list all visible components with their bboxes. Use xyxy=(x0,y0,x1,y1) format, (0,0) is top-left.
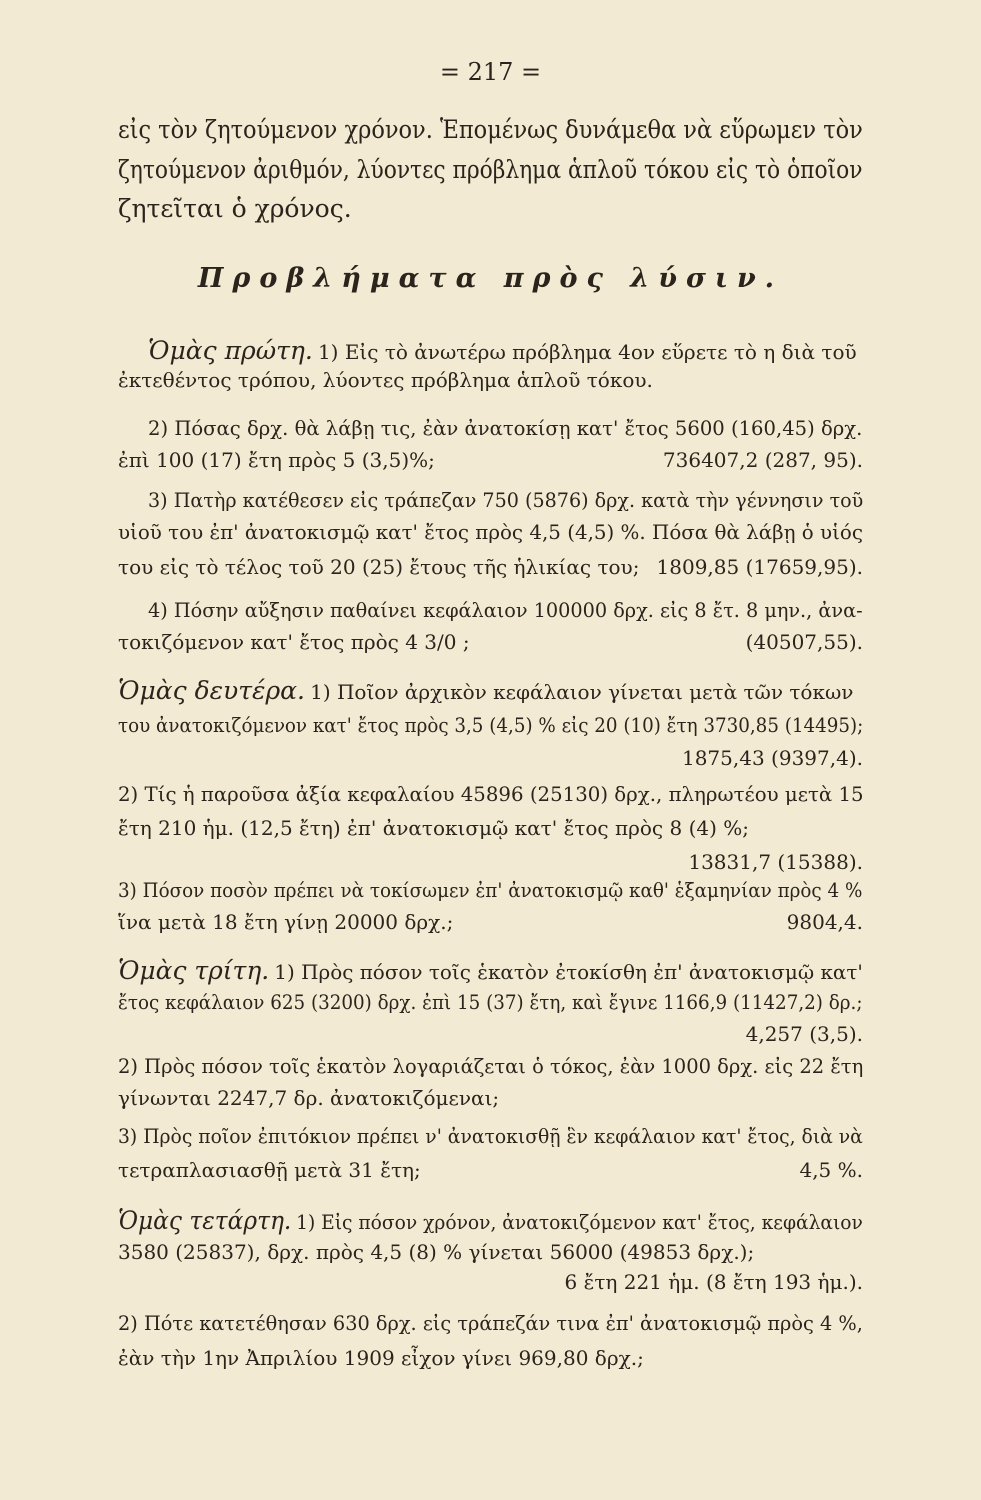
problem-answer: 9804,4. xyxy=(786,910,863,934)
problem-answer: 4,257 (3,5). xyxy=(745,1022,863,1046)
problem-text: 3) Πατὴρ κατέθεσεν εἰς τράπεζαν 750 (5876) δρχ. κατὰ τὴν γέννησιν τοῦ xyxy=(148,488,864,512)
problem-text: 1) Εἰς πόσον χρόνον, ἀνατοκιζόμενον κατ' ἔτος, κεφάλαιον xyxy=(296,1210,863,1234)
problem-text: 4) Πόσην αὔξησιν παθαίνει κεφάλαιον 100000 δρχ. εἰς 8 ἔτ. 8 μην., ἀνα- xyxy=(148,598,863,622)
intro-line: εἰς τὸν ζητούμενον χρόνον. Ἑπομένως δυνάμεθα νὰ εὕρωμεν τὸν xyxy=(118,115,863,144)
problem-text: τοκιζόμενον κατ' ἔτος πρὸς 4 3/0 ; xyxy=(118,630,470,654)
section-title: Προβλήματα πρὸς λύσιν. xyxy=(197,263,784,294)
group3-paragraph-1 xyxy=(118,958,863,983)
problem-answer: 1875,43 (9397,4). xyxy=(681,746,863,770)
problem-text: ἐπὶ 100 (17) ἔτη πρὸς 5 (3,5)%; xyxy=(118,448,435,472)
problem-text: του εἰς τὸ τέλος τοῦ 20 (25) ἔτους τῆς ἡλικίας του; xyxy=(118,555,640,579)
group-label: Ὁμὰς πρώτη. xyxy=(148,336,313,365)
problem-text: γίνωνται 2247,7 δρ. ἀνατοκιζόμεναι; xyxy=(118,1086,500,1110)
problem-text: 3580 (25837), δρχ. πρὸς 4,5 (8) % γίνεται 56000 (49853 δρχ.); xyxy=(118,1240,755,1264)
problem-text: ἐκτεθέντος τρόπου, λύοντες πρόβλημα ἁπλοῦ τόκου. xyxy=(118,368,653,392)
problem-answer: 13831,7 (15388). xyxy=(688,850,863,874)
problem-text: τετραπλασιασθῇ μετὰ 31 ἔτη; xyxy=(118,1158,421,1182)
problem-text: 2) Πόσας δρχ. θὰ λάβῃ τις, ἐὰν ἀνατοκίσῃ κατ' ἔτος 5600 (160,45) δρχ. xyxy=(148,416,863,440)
problem-answer: 4,5 %. xyxy=(799,1158,863,1182)
group1-paragraph-1 xyxy=(148,338,857,363)
intro-line: ζητούμενον ἀριθμόν, λύοντες πρόβλημα ἁπλοῦ τόκου εἰς τὸ ὁποῖον xyxy=(118,155,863,184)
problem-text: 1) Πρὸς πόσον τοῖς ἑκατὸν ἐτοκίσθη ἐπ' ἀνατοκισμῷ κατ' xyxy=(274,960,863,984)
problem-answer: (40507,55). xyxy=(745,630,863,654)
problem-text: ἐὰν τὴν 1ην Ἀπριλίου 1909 εἶχον γίνει 969,80 δρχ.; xyxy=(118,1346,644,1370)
problem-text: 1) Ποῖον ἀρχικὸν κεφάλαιον γίνεται μετὰ τῶν τόκων xyxy=(310,680,854,704)
problem-answer: 1809,85 (17659,95). xyxy=(656,555,863,579)
group-label: Ὁμὰς τρίτη. xyxy=(118,956,270,985)
problem-answer: 736407,2 (287, 95). xyxy=(662,448,863,472)
problem-answer: 6 ἔτη 221 ἡμ. (8 ἔτη 193 ἡμ.). xyxy=(564,1270,863,1294)
problem-text: 3) Πρὸς ποῖον ἐπιτόκιον πρέπει ν' ἀνατοκισθῇ ἓν κεφάλαιον κατ' ἔτος, διὰ νὰ xyxy=(118,1124,863,1148)
problem-text: ἔτη 210 ἡμ. (12,5 ἔτη) ἐπ' ἀνατοκισμῷ κατ' ἔτος πρὸς 8 (4) %; xyxy=(118,816,749,840)
group-label: Ὁμὰς δευτέρα. xyxy=(118,676,305,705)
problem-text: ἔτος κεφάλαιον 625 (3200) δρχ. ἐπὶ 15 (37) ἔτη, καὶ ἔγινε 1166,9 (11427,2) δρ.; xyxy=(118,990,863,1014)
problem-text: του ἀνατοκιζόμενον κατ' ἔτος πρὸς 3,5 (4,5) % εἰς 20 (10) ἔτη 3730,85 (14495); xyxy=(118,713,864,737)
intro-line: ζητεῖται ὁ χρόνος. xyxy=(118,194,352,223)
problem-text: 2) Πότε κατετέθησαν 630 δρχ. εἰς τράπεζάν τινα ἐπ' ἀνατοκισμῷ πρὸς 4 %, xyxy=(118,1311,863,1335)
group4-paragraph-1 xyxy=(118,1208,863,1233)
problem-text: 2) Τίς ἡ παροῦσα ἀξία κεφαλαίου 45896 (25130) δρχ., πληρωτέου μετὰ 15 xyxy=(118,782,864,806)
problem-text: 2) Πρὸς πόσον τοῖς ἑκατὸν λογαριάζεται ὁ τόκος, ἐὰν 1000 δρχ. εἰς 22 ἔτη xyxy=(118,1054,864,1078)
group-label: Ὁμὰς τετάρτη. xyxy=(118,1206,292,1235)
problem-text: υἱοῦ του ἐπ' ἀνατοκισμῷ κατ' ἔτος πρὸς 4,5 (4,5) %. Πόσα θὰ λάβῃ ὁ υἱός xyxy=(118,520,863,544)
problem-text: ἵνα μετὰ 18 ἔτη γίνῃ 20000 δρχ.; xyxy=(118,910,454,934)
problem-text: 1) Εἰς τὸ ἀνωτέρω πρόβλημα 4ον εὕρετε τὸ η διὰ τοῦ xyxy=(317,340,857,364)
group2-paragraph-1 xyxy=(118,678,853,703)
problem-text: 3) Πόσον ποσὸν πρέπει νὰ τοκίσωμεν ἐπ' ἀνατοκισμῷ καθ' ἑξαμηνίαν πρὸς 4 % xyxy=(118,878,863,902)
page-number: = 217 = xyxy=(439,58,542,86)
